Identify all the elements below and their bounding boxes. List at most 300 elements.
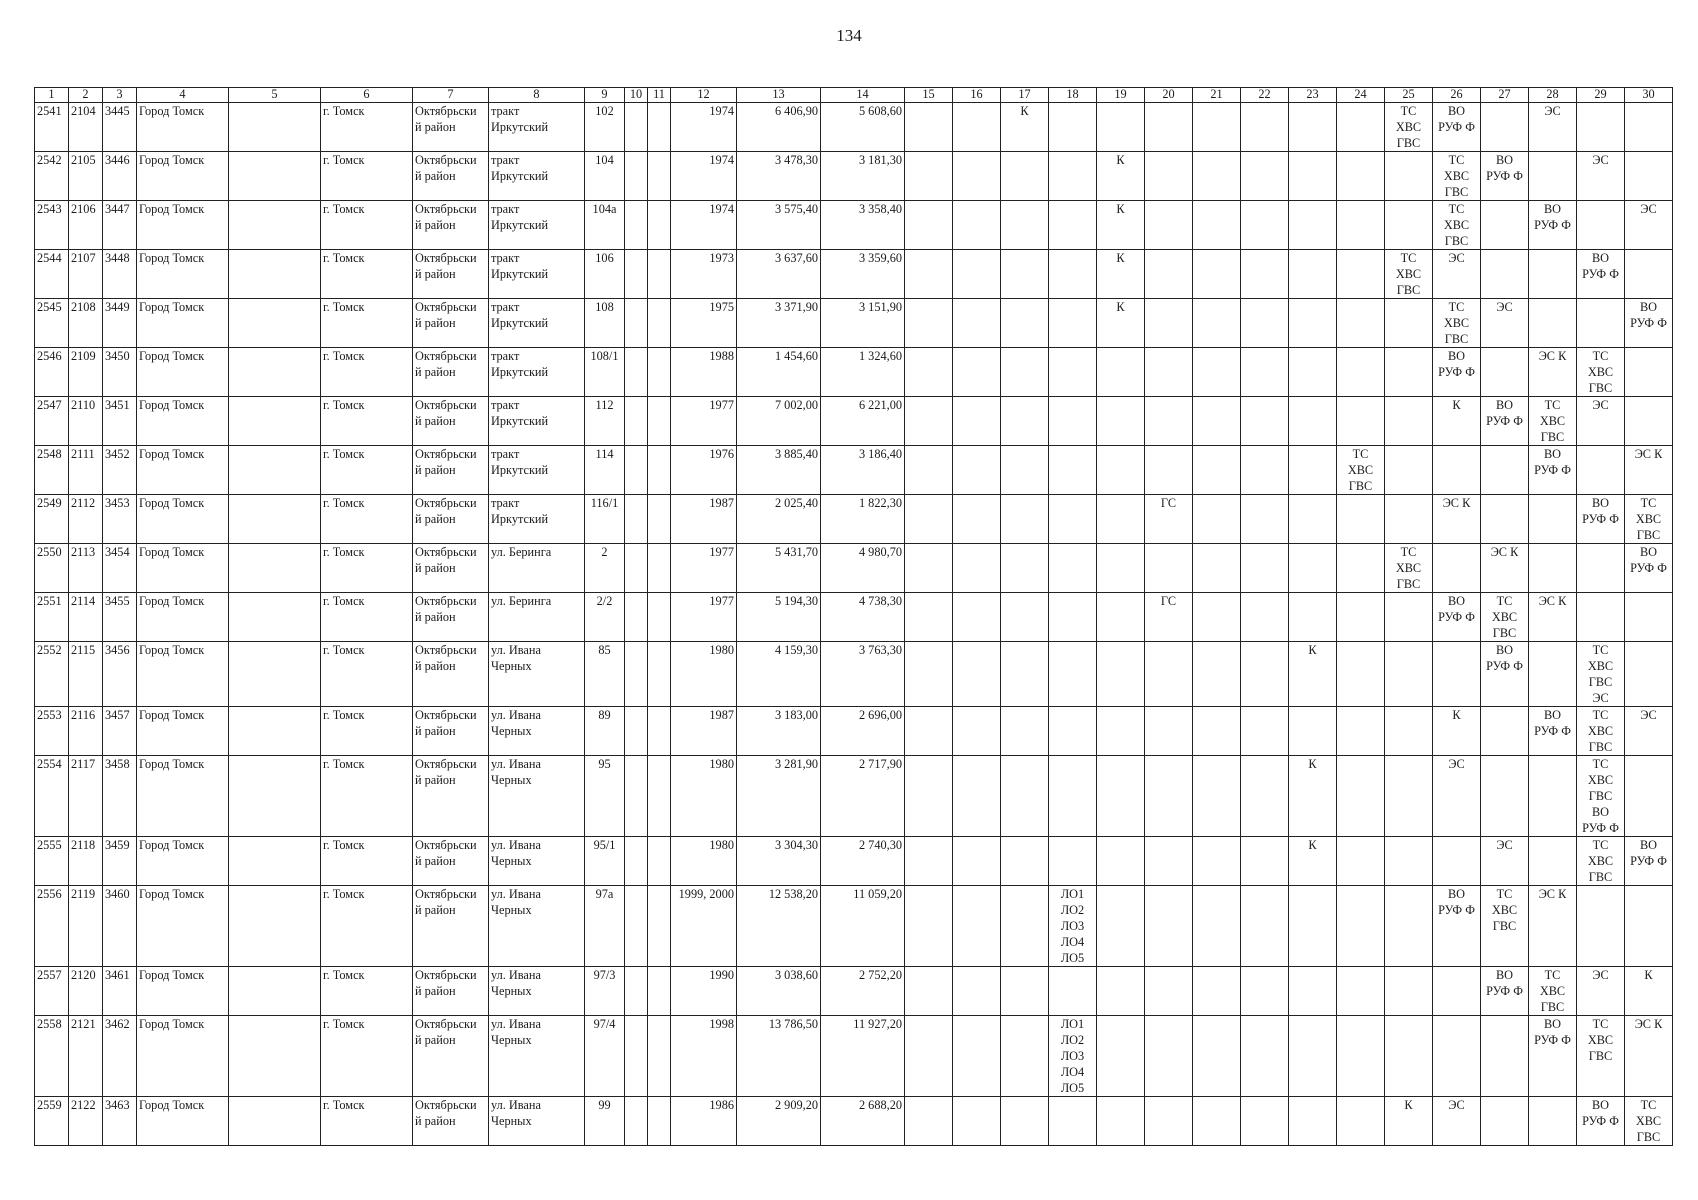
table-cell [1529, 544, 1577, 593]
column-header: 18 [1049, 88, 1097, 103]
table-cell: Город Томск [137, 201, 229, 250]
table-cell [1289, 593, 1337, 642]
table-cell: 6 406,90 [737, 103, 821, 152]
table-cell [1193, 299, 1241, 348]
table-cell [625, 967, 648, 1016]
table-cell [1241, 593, 1289, 642]
table-cell: 2544 [35, 250, 69, 299]
column-header: 24 [1337, 88, 1385, 103]
table-cell: 97/4 [585, 1016, 625, 1097]
table-cell: 97а [585, 886, 625, 967]
table-cell [1193, 103, 1241, 152]
table-cell [1049, 967, 1097, 1016]
table-cell: 114 [585, 446, 625, 495]
table-cell [953, 967, 1001, 1016]
table-cell [1481, 103, 1529, 152]
column-header: 8 [489, 88, 585, 103]
table-cell: Город Томск [137, 642, 229, 707]
table-cell [1433, 642, 1481, 707]
table-cell [1625, 250, 1673, 299]
table-cell [1577, 103, 1625, 152]
table-cell: ВО РУФ Ф [1481, 397, 1529, 446]
table-cell [1001, 593, 1049, 642]
table-cell: тракт Иркутский [489, 397, 585, 446]
table-cell [648, 544, 671, 593]
table-cell [1049, 837, 1097, 886]
table-cell [905, 495, 953, 544]
table-cell: г. Томск [321, 1097, 413, 1146]
table-cell [1241, 201, 1289, 250]
table-cell [905, 103, 953, 152]
table-cell: 1 454,60 [737, 348, 821, 397]
table-cell [1193, 152, 1241, 201]
table-cell [905, 886, 953, 967]
table-cell [1481, 348, 1529, 397]
table-cell: 2 025,40 [737, 495, 821, 544]
table-cell: ВО РУФ Ф [1577, 495, 1625, 544]
table-cell [1193, 967, 1241, 1016]
table-cell [1001, 250, 1049, 299]
table-cell: Октябрьски й район [413, 1097, 489, 1146]
table-cell [1481, 707, 1529, 756]
table-cell [1193, 756, 1241, 837]
table-cell [905, 446, 953, 495]
table-cell [1625, 348, 1673, 397]
table-cell [1385, 397, 1433, 446]
table-cell: 3447 [103, 201, 137, 250]
table-cell [1289, 967, 1337, 1016]
table-cell: ТС ХВС ГВС ЭС [1577, 642, 1625, 707]
column-header: 22 [1241, 88, 1289, 103]
table-cell [1625, 593, 1673, 642]
table-cell [648, 837, 671, 886]
table-cell [1145, 707, 1193, 756]
table-cell: 3446 [103, 152, 137, 201]
table-cell: 3 304,30 [737, 837, 821, 886]
table-cell [1097, 707, 1145, 756]
table-cell [229, 348, 321, 397]
table-cell: 2551 [35, 593, 69, 642]
table-cell [229, 967, 321, 1016]
table-cell: 13 786,50 [737, 1016, 821, 1097]
table-cell [625, 495, 648, 544]
table-cell: К [1097, 201, 1145, 250]
table-cell: ВО РУФ Ф [1433, 103, 1481, 152]
table-cell: г. Томск [321, 886, 413, 967]
table-cell [625, 886, 648, 967]
table-cell: 3 575,40 [737, 201, 821, 250]
table-cell [229, 201, 321, 250]
table-cell [953, 103, 1001, 152]
table-cell: ул. Ивана Черных [489, 642, 585, 707]
column-header: 12 [671, 88, 737, 103]
table-cell: 3452 [103, 446, 137, 495]
table-cell: г. Томск [321, 152, 413, 201]
table-cell: 2550 [35, 544, 69, 593]
table-cell: 11 927,20 [821, 1016, 905, 1097]
table-cell: ВО РУФ Ф [1577, 1097, 1625, 1146]
table-cell [1145, 152, 1193, 201]
table-cell [1433, 544, 1481, 593]
table-cell: г. Томск [321, 642, 413, 707]
table-row [35, 201, 1673, 250]
table-cell: тракт Иркутский [489, 152, 585, 201]
table-cell: г. Томск [321, 446, 413, 495]
table-cell: ТС ХВС ГВС [1337, 446, 1385, 495]
table-cell: К [1289, 756, 1337, 837]
table-cell: 116/1 [585, 495, 625, 544]
table-cell [1529, 642, 1577, 707]
column-header: 28 [1529, 88, 1577, 103]
table-cell: ул. Ивана Черных [489, 707, 585, 756]
table-cell [1145, 201, 1193, 250]
table-cell [1145, 1097, 1193, 1146]
table-cell: ЭС [1433, 1097, 1481, 1146]
table-cell [625, 397, 648, 446]
table-cell [1097, 837, 1145, 886]
table-cell: 3458 [103, 756, 137, 837]
table-cell [229, 250, 321, 299]
table-cell: 3 478,30 [737, 152, 821, 201]
table-cell: ЭС К [1433, 495, 1481, 544]
table-cell: Город Томск [137, 1097, 229, 1146]
table-cell [1193, 397, 1241, 446]
table-cell [1145, 642, 1193, 707]
table-cell: ЭС [1481, 299, 1529, 348]
table-cell [1337, 348, 1385, 397]
table-cell: ВО РУФ Ф [1481, 642, 1529, 707]
table-cell [1145, 250, 1193, 299]
table-cell: ТС ХВС ГВС [1481, 886, 1529, 967]
table-cell [1049, 642, 1097, 707]
table-cell [953, 250, 1001, 299]
table-cell: 2 752,20 [821, 967, 905, 1016]
table-cell: 1 324,60 [821, 348, 905, 397]
table-cell [1193, 1016, 1241, 1097]
table-cell [905, 299, 953, 348]
table-cell [1001, 967, 1049, 1016]
table-cell: 89 [585, 707, 625, 756]
table-cell [1385, 201, 1433, 250]
table-cell [1577, 593, 1625, 642]
table-cell [1289, 103, 1337, 152]
table-cell [905, 756, 953, 837]
table-cell [1433, 1016, 1481, 1097]
table-cell [1001, 201, 1049, 250]
table-cell [905, 348, 953, 397]
table-cell [1385, 152, 1433, 201]
table-cell [1145, 544, 1193, 593]
table-cell [1049, 201, 1097, 250]
table-cell: К [1385, 1097, 1433, 1146]
table-cell: 1977 [671, 544, 737, 593]
table-cell: г. Томск [321, 837, 413, 886]
table-cell: 2541 [35, 103, 69, 152]
table-cell [1481, 446, 1529, 495]
table-cell: 4 159,30 [737, 642, 821, 707]
column-header: 19 [1097, 88, 1145, 103]
table-cell [625, 201, 648, 250]
table-cell: ЭС К [1529, 593, 1577, 642]
table-cell [648, 642, 671, 707]
table-cell: Город Томск [137, 707, 229, 756]
table-cell [1385, 967, 1433, 1016]
table-cell: 5 194,30 [737, 593, 821, 642]
table-cell: Октябрьски й район [413, 250, 489, 299]
table-cell: 85 [585, 642, 625, 707]
table-cell: Город Томск [137, 152, 229, 201]
table-cell [1241, 544, 1289, 593]
table-cell [1289, 1016, 1337, 1097]
table-cell: 3459 [103, 837, 137, 886]
table-cell [648, 348, 671, 397]
table-cell: 1973 [671, 250, 737, 299]
table-cell: 1980 [671, 837, 737, 886]
table-cell [1289, 250, 1337, 299]
table-cell [905, 250, 953, 299]
table-cell [1337, 1097, 1385, 1146]
table-cell: 2556 [35, 886, 69, 967]
table-cell [1577, 201, 1625, 250]
table-cell: Октябрьски й район [413, 642, 489, 707]
table-row [35, 348, 1673, 397]
table-cell: 1977 [671, 397, 737, 446]
table-cell: ВО РУФ Ф [1529, 707, 1577, 756]
table-cell: К [1097, 299, 1145, 348]
table-cell: 2543 [35, 201, 69, 250]
table-cell: 2110 [69, 397, 103, 446]
table-cell [1481, 756, 1529, 837]
table-cell [1337, 967, 1385, 1016]
table-cell [1625, 642, 1673, 707]
table-cell: ВО РУФ Ф [1625, 544, 1673, 593]
table-cell [1289, 886, 1337, 967]
table-cell [1481, 250, 1529, 299]
table-cell: ВО РУФ Ф [1481, 152, 1529, 201]
table-cell [648, 495, 671, 544]
table-cell: 112 [585, 397, 625, 446]
table-cell [953, 886, 1001, 967]
table-cell [1385, 1016, 1433, 1097]
table-cell [648, 886, 671, 967]
table-cell: ЭС К [1625, 1016, 1673, 1097]
table-cell [1241, 756, 1289, 837]
table-cell: ТС ХВС ГВС [1625, 495, 1673, 544]
table-cell: ВО РУФ Ф [1529, 201, 1577, 250]
table-cell: 1980 [671, 642, 737, 707]
table-cell [1241, 495, 1289, 544]
table-cell [625, 837, 648, 886]
table-cell: ТС ХВС ГВС [1625, 1097, 1673, 1146]
table-cell: Город Томск [137, 544, 229, 593]
table-cell: ТС ХВС ГВС [1385, 544, 1433, 593]
table-cell [648, 103, 671, 152]
table-cell [1193, 642, 1241, 707]
table-cell [1097, 1097, 1145, 1146]
table-cell [1145, 837, 1193, 886]
table-cell [1337, 1016, 1385, 1097]
table-cell [1001, 152, 1049, 201]
table-cell: 4 980,70 [821, 544, 905, 593]
table-cell: ЭС [1577, 397, 1625, 446]
table-cell: 1974 [671, 103, 737, 152]
table-cell: Октябрьски й район [413, 152, 489, 201]
table-cell [1193, 707, 1241, 756]
table-cell: ТС ХВС ГВС [1385, 250, 1433, 299]
table-cell: Октябрьски й район [413, 1016, 489, 1097]
table-cell: тракт Иркутский [489, 299, 585, 348]
table-cell: Октябрьски й район [413, 348, 489, 397]
table-cell [1241, 1097, 1289, 1146]
table-cell [1241, 837, 1289, 886]
table-cell: 3 637,60 [737, 250, 821, 299]
table-cell [905, 837, 953, 886]
table-cell: 1987 [671, 495, 737, 544]
table-cell: ул. Ивана Черных [489, 1016, 585, 1097]
table-cell: 2107 [69, 250, 103, 299]
table-cell: г. Томск [321, 1016, 413, 1097]
table-cell [1289, 152, 1337, 201]
table-cell [229, 1097, 321, 1146]
table-cell: Город Томск [137, 348, 229, 397]
table-cell: ВО РУФ Ф [1433, 348, 1481, 397]
table-cell: 3453 [103, 495, 137, 544]
table-cell: 2 717,90 [821, 756, 905, 837]
table-cell: ТС ХВС ГВС [1433, 152, 1481, 201]
column-header: 4 [137, 88, 229, 103]
table-cell: 2559 [35, 1097, 69, 1146]
table-cell [953, 642, 1001, 707]
table-cell [1193, 495, 1241, 544]
table-cell [1001, 837, 1049, 886]
table-cell: 2118 [69, 837, 103, 886]
column-header: 16 [953, 88, 1001, 103]
table-cell: 99 [585, 1097, 625, 1146]
table-cell: 5 431,70 [737, 544, 821, 593]
table-cell: Город Томск [137, 967, 229, 1016]
table-cell: г. Томск [321, 967, 413, 1016]
table-cell [1337, 707, 1385, 756]
table-cell [1337, 495, 1385, 544]
table-cell [1097, 348, 1145, 397]
table-cell [953, 348, 1001, 397]
table-cell [1337, 201, 1385, 250]
table-cell [1337, 544, 1385, 593]
table-cell: 3462 [103, 1016, 137, 1097]
table-cell [1529, 495, 1577, 544]
table-cell [1337, 103, 1385, 152]
table-cell [1625, 886, 1673, 967]
table-cell: 12 538,20 [737, 886, 821, 967]
table-cell [1193, 837, 1241, 886]
table-cell [953, 593, 1001, 642]
table-cell [1289, 1097, 1337, 1146]
table-cell: г. Томск [321, 544, 413, 593]
table-cell: 3460 [103, 886, 137, 967]
table-cell: 2121 [69, 1016, 103, 1097]
table-cell: ВО РУФ Ф [1529, 1016, 1577, 1097]
table-cell [953, 397, 1001, 446]
table-cell [1097, 1016, 1145, 1097]
table-cell [1337, 152, 1385, 201]
table-cell: 2 [585, 544, 625, 593]
table-cell: 1974 [671, 201, 737, 250]
table-cell [1289, 397, 1337, 446]
table-cell: 3 281,90 [737, 756, 821, 837]
table-cell: 2 909,20 [737, 1097, 821, 1146]
table-cell [229, 103, 321, 152]
table-cell [1193, 201, 1241, 250]
table-cell: ЭС [1577, 967, 1625, 1016]
column-header: 15 [905, 88, 953, 103]
table-cell [648, 446, 671, 495]
table-cell: 2542 [35, 152, 69, 201]
table-cell: 1 822,30 [821, 495, 905, 544]
table-cell: тракт Иркутский [489, 103, 585, 152]
column-header: 30 [1625, 88, 1673, 103]
table-cell: 3463 [103, 1097, 137, 1146]
table-cell [1001, 642, 1049, 707]
table-cell: К [1433, 707, 1481, 756]
table-cell: Город Томск [137, 299, 229, 348]
table-row [35, 837, 1673, 886]
table-cell: 102 [585, 103, 625, 152]
table-cell: 2109 [69, 348, 103, 397]
table-cell [953, 1097, 1001, 1146]
table-cell: 2/2 [585, 593, 625, 642]
table-cell [229, 642, 321, 707]
table-cell [1001, 446, 1049, 495]
table-cell: 2552 [35, 642, 69, 707]
table-cell [1337, 299, 1385, 348]
column-header: 7 [413, 88, 489, 103]
table-cell [648, 201, 671, 250]
table-cell: г. Томск [321, 397, 413, 446]
table-cell [1337, 756, 1385, 837]
table-cell [953, 446, 1001, 495]
table-row [35, 1016, 1673, 1097]
column-header: 29 [1577, 88, 1625, 103]
table-cell [1385, 707, 1433, 756]
column-header: 27 [1481, 88, 1529, 103]
table-cell: 2115 [69, 642, 103, 707]
table-cell: 2106 [69, 201, 103, 250]
table-cell: ТС ХВС ГВС [1577, 1016, 1625, 1097]
table-cell [953, 544, 1001, 593]
table-cell: Город Томск [137, 756, 229, 837]
table-cell: ТС ХВС ГВС [1433, 201, 1481, 250]
table-cell [1097, 446, 1145, 495]
table-cell [1433, 967, 1481, 1016]
table-cell [1577, 544, 1625, 593]
column-header: 6 [321, 88, 413, 103]
table-cell: 7 002,00 [737, 397, 821, 446]
table-cell: 2545 [35, 299, 69, 348]
table-cell: ЭС [1625, 201, 1673, 250]
table-cell [1625, 397, 1673, 446]
table-cell: ЭС [1625, 707, 1673, 756]
table-cell: 3454 [103, 544, 137, 593]
table-cell [1337, 886, 1385, 967]
table-cell [1145, 348, 1193, 397]
table-cell: ВО РУФ Ф [1529, 446, 1577, 495]
table-cell [229, 544, 321, 593]
column-header: 5 [229, 88, 321, 103]
table-cell: тракт Иркутский [489, 495, 585, 544]
table-cell: Город Томск [137, 397, 229, 446]
column-header: 10 [625, 88, 648, 103]
table-cell: ВО РУФ Ф [1433, 886, 1481, 967]
